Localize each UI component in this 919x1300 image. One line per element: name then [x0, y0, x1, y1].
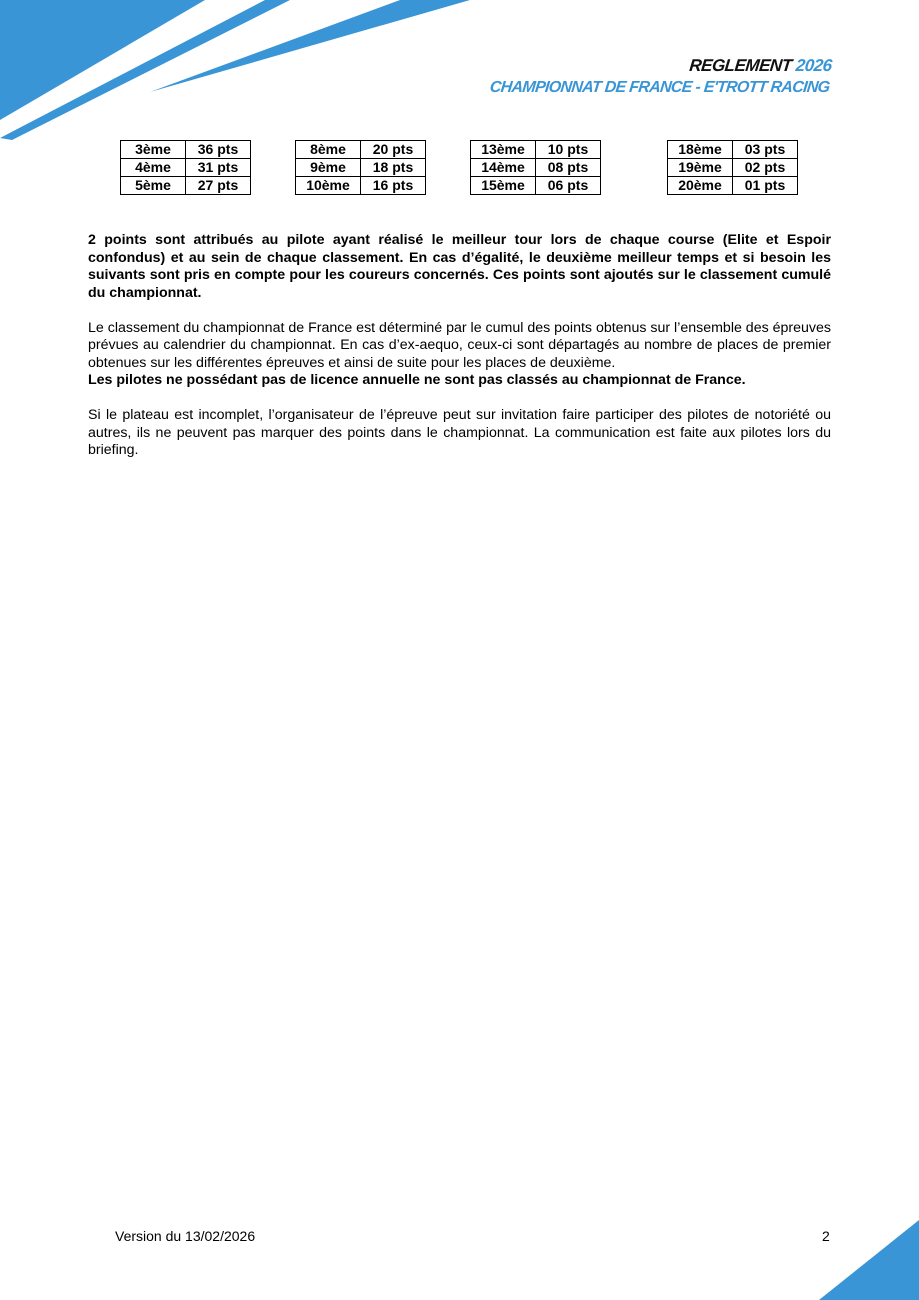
points-table-2 [295, 140, 426, 195]
table-row [471, 141, 601, 159]
points-table-1 [120, 140, 251, 195]
points-cell: 06 pts [536, 177, 601, 195]
header-title-year: 2026 [795, 56, 834, 75]
rank-cell: 15ème [471, 177, 536, 195]
rank-cell: 3ème [121, 141, 186, 159]
page-number: 2 [822, 1228, 830, 1244]
best-lap-paragraph: 2 points sont attribués au pilote ayant réalisé le meilleur tour lors de chaque course (Elite et Espoir confondus) et au sein de chaque classement. En cas d’égalité, le deuxième meilleur temps et si besoin les suivants sont pris en compte pour les coureurs concernés. Ces points sont ajoutés sur le classement cumulé du championnat. [88, 232, 831, 301]
rank-cell: 5ème [121, 177, 186, 195]
header-title [491, 56, 833, 76]
ranking-paragraph [88, 320, 831, 390]
points-cell: 31 pts [186, 159, 251, 177]
footer-version: Version du 13/02/2026 [115, 1228, 256, 1244]
table-row [668, 159, 798, 177]
points-cell: 01 pts [733, 177, 798, 195]
points-cell: 03 pts [733, 141, 798, 159]
table-row [471, 159, 601, 177]
points-cell: 10 pts [536, 141, 601, 159]
points-cell: 27 pts [186, 177, 251, 195]
rank-cell: 10ème [296, 177, 361, 195]
rank-cell: 19ème [668, 159, 733, 177]
rank-cell: 8ème [296, 141, 361, 159]
points-table-4 [667, 140, 798, 195]
rank-cell: 18ème [668, 141, 733, 159]
points-cell: 02 pts [733, 159, 798, 177]
points-cell: 36 pts [186, 141, 251, 159]
rank-cell: 9ème [296, 159, 361, 177]
table-row [471, 177, 601, 195]
top-left-stripes-decoration [0, 0, 480, 145]
document-body [88, 232, 831, 477]
rank-cell: 4ème [121, 159, 186, 177]
table-row [296, 177, 426, 195]
points-cell: 08 pts [536, 159, 601, 177]
points-table-3 [470, 140, 601, 195]
table-row [121, 177, 251, 195]
rank-cell: 13ème [471, 141, 536, 159]
table-row [296, 159, 426, 177]
table-row [121, 141, 251, 159]
table-row [668, 177, 798, 195]
table-row [296, 141, 426, 159]
table-row [121, 159, 251, 177]
points-cell: 18 pts [361, 159, 426, 177]
header-title-word: REGLEMENT [688, 56, 794, 75]
points-cell: 16 pts [361, 177, 426, 195]
bottom-right-corner-decoration [819, 1220, 919, 1300]
table-row [668, 141, 798, 159]
rank-cell: 14ème [471, 159, 536, 177]
points-cell: 20 pts [361, 141, 426, 159]
licence-note: Les pilotes ne possédant pas de licence annuelle ne sont pas classés au championnat de France. [88, 372, 746, 388]
incomplete-field-paragraph: Si le plateau est incomplet, l’organisateur de l’épreuve peut sur invitation faire participer des pilotes de notoriété ou autres, ils ne peuvent pas marquer des points dans le championnat. La communication est faite aux pilotes lors du briefing. [88, 407, 831, 458]
rank-cell: 20ème [668, 177, 733, 195]
ranking-text: Le classement du championnat de France est déterminé par le cumul des points obtenus sur l’ensemble des épreuves prévues au calendrier du championnat. En cas d’ex-aequo, ceux-ci sont départagés au nombre de places de premier obtenues sur les différentes épreuves et ainsi de suite pour les places de deuxième. [88, 319, 831, 371]
document-header [489, 56, 833, 97]
header-subtitle: CHAMPIONNAT DE FRANCE - E'TROTT RACING [489, 79, 831, 96]
